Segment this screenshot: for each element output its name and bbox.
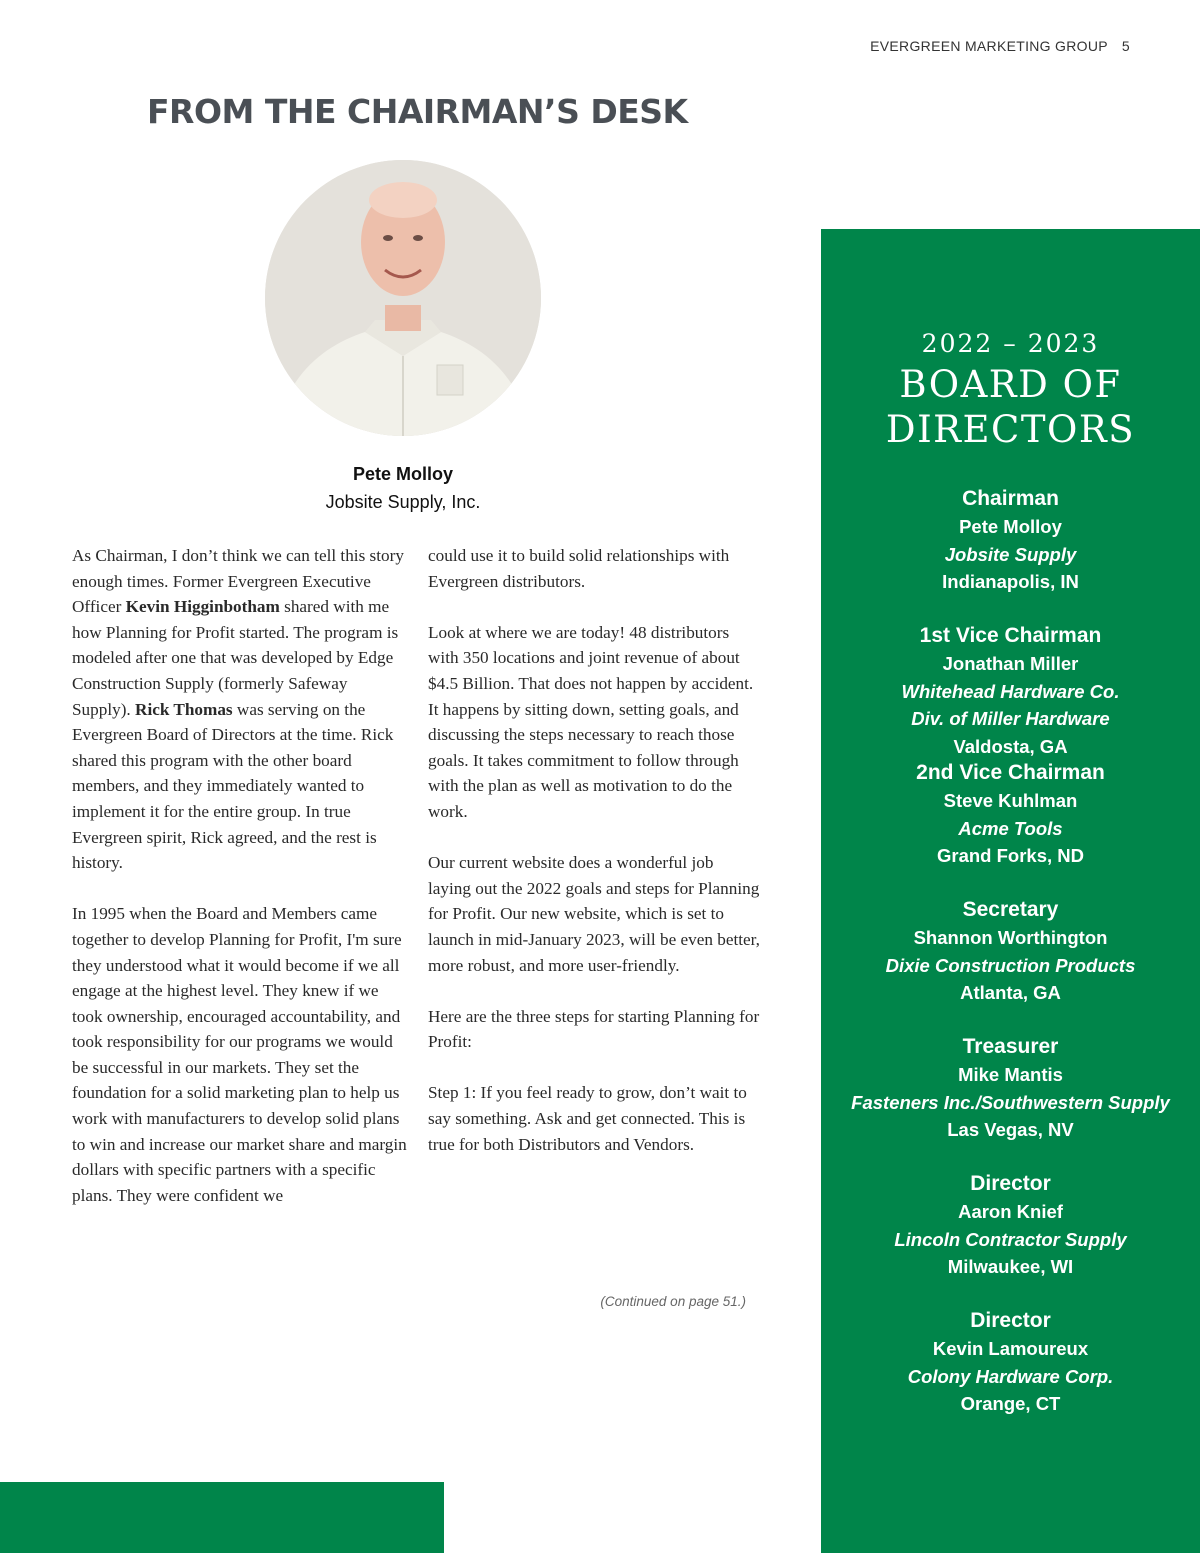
member-role: Secretary <box>962 898 1059 921</box>
member-name: Mike Mantis <box>958 1064 1063 1085</box>
text-run: was serving on the Evergreen Board of Directors at the time. Rick shared this program with the other board members, and they immediately wanted to implement it for the entire group. In true Evergreen spirit, Rick agreed, and the rest is history. <box>72 699 394 873</box>
member-location: Orange, CT <box>960 1393 1061 1414</box>
member-role: 1st Vice Chairman <box>919 624 1102 647</box>
member-org: Lincoln Contractor Supply <box>894 1228 1127 1250</box>
chairman-company: Jobsite Supply, Inc. <box>325 492 481 512</box>
article-column-1 <box>72 543 408 1234</box>
portrait-illustration <box>265 160 541 436</box>
article-paragraph: In 1995 when the Board and Members came together to develop Planning for Profit, I'm sure they understood what it would become if we all engage at the highest level. They knew if we took ownership, encouraged accountability, and took responsibility for our programs we would be successful in our markets. They set the foundation for a solid marketing plan to help us work with manufacturers to develop solid plans to win and increase our market share and margin dollars with specific partners with a specific plans. They were confident we <box>72 904 407 1205</box>
member-org: Acme Tools <box>958 817 1063 839</box>
article-paragraph: could use it to build solid relationships with Evergreen distributors. <box>428 546 730 591</box>
board-years: 2022 – 2023 <box>921 329 1100 358</box>
member-org: Colony Hardware Corp. <box>907 1365 1114 1387</box>
board-member <box>821 485 1200 622</box>
board-member <box>821 1170 1200 1307</box>
member-org: Fasteners Inc./Southwestern Supply <box>851 1091 1170 1113</box>
chairman-portrait <box>265 160 541 436</box>
member-org2: Div. of Miller Hardware <box>911 708 1110 729</box>
board-title-line: BOARD OF <box>899 363 1122 406</box>
article-paragraph <box>72 543 408 876</box>
text-run: shared with me how Planning for Profit started. The program is modeled after one that was developed by Edge Construction Supply (formerly Safeway Supply). <box>72 597 399 719</box>
decorative-green-bar <box>0 1482 444 1553</box>
member-org: Whitehead Hardware Co. <box>901 680 1120 702</box>
member-location: Las Vegas, NV <box>947 1119 1074 1140</box>
member-name: Kevin Lamoureux <box>932 1338 1089 1359</box>
running-header <box>870 38 1130 54</box>
member-location: Atlanta, GA <box>960 982 1061 1003</box>
member-name: Aaron Knief <box>958 1201 1063 1222</box>
member-role: 2nd Vice Chairman <box>916 761 1105 784</box>
member-location: Indianapolis, IN <box>942 571 1079 592</box>
chairman-name: Pete Molloy <box>352 464 454 484</box>
member-name: Steve Kuhlman <box>943 790 1078 811</box>
page-number: 5 <box>1121 38 1130 54</box>
member-name: Pete Molloy <box>959 516 1062 537</box>
board-member <box>821 759 1200 896</box>
publication-name: EVERGREEN MARKETING GROUP <box>870 38 1108 54</box>
page-title: FROM THE CHAIRMAN’S DESK <box>147 92 688 131</box>
article-paragraph: Our current website does a wonderful job laying out the 2022 goals and steps for Planning for Profit. Our new website, which is set to launch in mid-January 2023, will be even better, more robust, and more user-friendly. <box>428 853 760 975</box>
member-name: Jonathan Miller <box>942 653 1079 674</box>
member-role: Director <box>970 1309 1051 1332</box>
board-title <box>821 362 1200 452</box>
bold-name: Kevin Higginbotham <box>125 597 280 617</box>
member-location: Valdosta, GA <box>953 735 1068 757</box>
portrait-caption <box>200 460 606 516</box>
article-paragraph: Here are the three steps for starting Planning for Profit: <box>428 1006 760 1052</box>
member-role: Treasurer <box>962 1035 1059 1058</box>
board-member <box>821 622 1200 759</box>
board-member <box>821 896 1200 1033</box>
member-role: Chairman <box>962 487 1059 510</box>
member-role: Director <box>970 1172 1051 1195</box>
member-location: Grand Forks, ND <box>937 845 1084 866</box>
board-roster <box>821 485 1200 1444</box>
continued-note: (Continued on page 51.) <box>600 1294 746 1309</box>
board-member <box>821 1307 1200 1444</box>
article-paragraph: Step 1: If you feel ready to grow, don’t wait to say something. Ask and get connected. This is true for both Distributors and Vendors. <box>428 1083 747 1154</box>
board-member <box>821 1033 1200 1170</box>
member-org: Dixie Construction Products <box>885 954 1136 976</box>
member-location: Milwaukee, WI <box>947 1256 1074 1277</box>
board-sidebar <box>821 229 1200 1553</box>
article-column-2 <box>428 543 760 1183</box>
text-run: As Chairman, I don’t think we can tell this story enough times. Former Evergreen Executive Officer <box>72 546 404 617</box>
member-name: Shannon Worthington <box>913 927 1108 948</box>
bold-name: Rick Thomas <box>135 699 233 719</box>
member-org: Jobsite Supply <box>944 543 1077 565</box>
board-title-line: DIRECTORS <box>885 408 1136 451</box>
article-paragraph: Look at where we are today! 48 distributors with 350 locations and joint revenue of about $4.5 Billion. That does not happen by accident. It happens by sitting down, setting goals, and discussing the steps necessary to reach those goals. It takes commitment to follow through with the plan as well as motivation to do the work. <box>428 622 754 821</box>
